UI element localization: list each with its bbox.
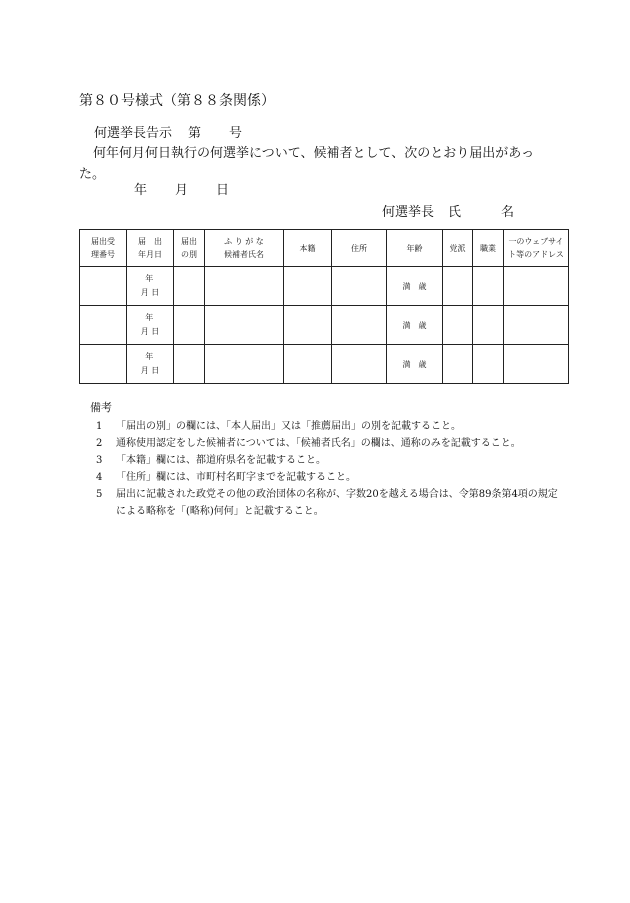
header-row xyxy=(80,230,569,267)
header-filing-type: 届出 の別 xyxy=(174,230,205,267)
table-row xyxy=(80,345,569,384)
cell-party xyxy=(443,267,473,306)
date-day: 日 xyxy=(216,183,230,198)
cell-candidate-name xyxy=(205,345,284,384)
cell-occupation xyxy=(473,345,504,384)
cell-domicile xyxy=(284,306,332,345)
notice-line xyxy=(94,122,242,141)
remarks-list xyxy=(96,418,566,520)
header-candidate-name: ふ り が な 候補者氏名 xyxy=(205,230,284,267)
cell-occupation xyxy=(473,267,504,306)
cell-age: 満 歳 xyxy=(387,345,443,384)
cell-age: 満 歳 xyxy=(387,306,443,345)
cell-filing-date: 年 月 日 xyxy=(127,345,174,384)
cell-acceptance-number xyxy=(80,267,127,306)
cell-address xyxy=(332,345,387,384)
notice-go: 号 xyxy=(229,126,243,141)
notice-dai: 第 xyxy=(188,126,202,141)
list-item: 2 通称使用認定をした候補者については、「候補者氏名」の欄は、通称のみを記載すること。 xyxy=(96,438,521,449)
header-acceptance-number: 届出受 理番号 xyxy=(80,230,127,267)
cell-acceptance-number xyxy=(80,306,127,345)
date-year: 年 xyxy=(134,183,148,198)
cell-age: 満 歳 xyxy=(387,267,443,306)
cell-filing-type xyxy=(174,267,205,306)
signature-shi: 氏 xyxy=(448,205,462,220)
header-filing-date: 届 出 年月日 xyxy=(127,230,174,267)
notice-prefix: 何選挙長告示 xyxy=(94,126,173,141)
signature-mei: 名 xyxy=(501,205,515,220)
cell-candidate-name xyxy=(205,267,284,306)
cell-occupation xyxy=(473,306,504,345)
header-age: 年齢 xyxy=(387,230,443,267)
cell-domicile xyxy=(284,267,332,306)
cell-filing-type xyxy=(174,306,205,345)
header-party: 党派 xyxy=(443,230,473,267)
header-website: 一のウェブサイ ト等のアドレス xyxy=(504,230,569,267)
cell-filing-date: 年 月 日 xyxy=(127,267,174,306)
date-line xyxy=(134,179,229,198)
cell-party xyxy=(443,345,473,384)
cell-acceptance-number xyxy=(80,345,127,384)
cell-candidate-name xyxy=(205,306,284,345)
list-item: 4 「住所」欄には、市町村名町字までを記載すること。 xyxy=(96,472,356,483)
cell-filing-type xyxy=(174,345,205,384)
date-month: 月 xyxy=(175,183,189,198)
table-row xyxy=(80,306,569,345)
cell-website xyxy=(504,345,569,384)
cell-filing-date: 年 月 日 xyxy=(127,306,174,345)
header-domicile: 本籍 xyxy=(284,230,332,267)
candidate-table xyxy=(79,229,569,384)
cell-website xyxy=(504,306,569,345)
signature-title: 何選挙長 xyxy=(382,205,435,220)
cell-address xyxy=(332,306,387,345)
form-title: 第８０号様式（第８８条関係） xyxy=(79,93,275,109)
list-item: 3 「本籍」欄には、都道府県名を記載すること。 xyxy=(96,455,326,466)
list-item: 5 届出に記載された政党その他の政治団体の名称が、字数20を越える場合は、令第89条第4項の規定による略称を「(略称)何何」と記載すること。 xyxy=(96,489,558,517)
body-text: 何年何月何日執行の何選挙について、候補者として、次のとおり届出があった。 xyxy=(79,146,535,182)
signature-line xyxy=(382,201,514,220)
header-occupation: 職業 xyxy=(473,230,504,267)
cell-website xyxy=(504,267,569,306)
header-address: 住所 xyxy=(332,230,387,267)
cell-domicile xyxy=(284,345,332,384)
cell-party xyxy=(443,306,473,345)
table-row xyxy=(80,267,569,306)
list-item: 1 「届出の別」の欄には、「本人届出」又は「推薦届出」の別を記載すること。 xyxy=(96,421,461,432)
cell-address xyxy=(332,267,387,306)
remarks-title: 備考 xyxy=(90,401,112,414)
